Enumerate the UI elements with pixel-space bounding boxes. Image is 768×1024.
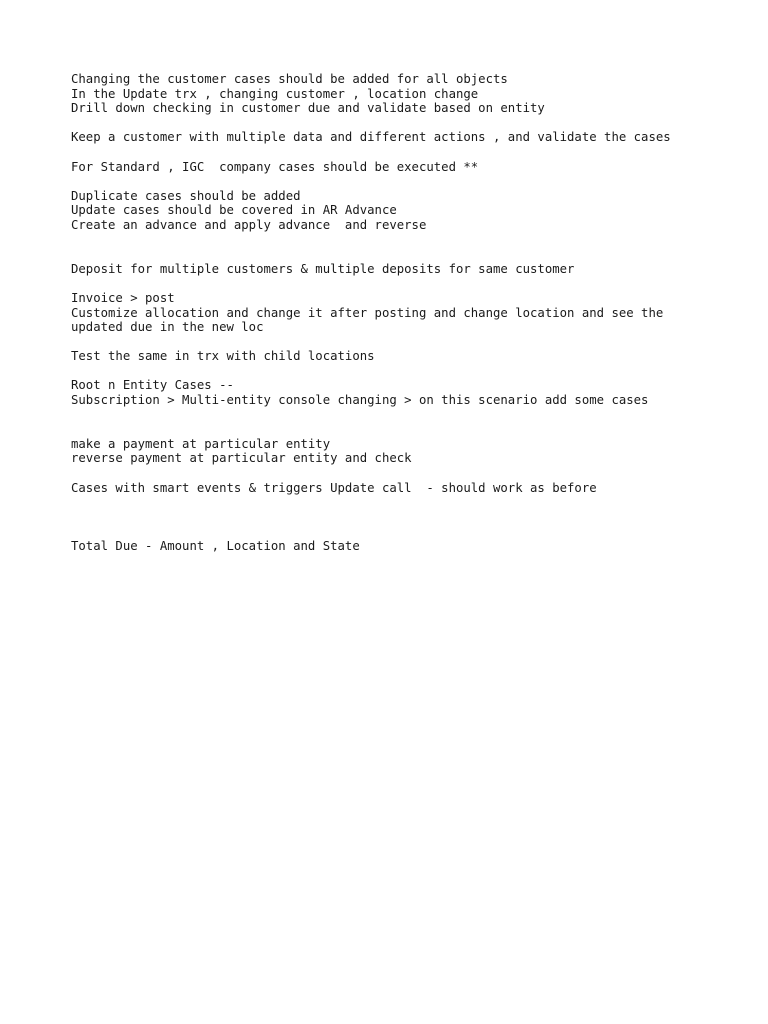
text-line: updated due in the new loc [71,320,264,335]
text-line: Subscription > Multi-entity console changing > on this scenario add some cases [71,393,649,408]
blank-line [71,145,761,160]
blank-line [71,510,761,525]
blank-line [71,466,761,481]
blank-line [71,408,761,423]
blank-line [71,335,761,350]
blank-line [71,233,761,248]
text-line: Cases with smart events & triggers Update call - should work as before [71,480,597,495]
text-line: Root n Entity Cases -- [71,378,234,393]
text-line: reverse payment at particular entity and check [71,451,412,466]
text-line: Drill down checking in customer due and validate based on entity [71,101,545,116]
text-line: Duplicate cases should be added [71,188,301,203]
blank-line [71,276,761,291]
blank-line [71,495,761,510]
text-line: Create an advance and apply advance and reverse [71,217,427,232]
text-line: Update cases should be covered in AR Advance [71,203,397,218]
blank-line [71,364,761,379]
blank-line [71,422,761,437]
text-line: Total Due - Amount , Location and State [71,539,360,553]
text-line: For Standard , IGC company cases should be executed ** [71,159,479,174]
document-body [71,72,761,554]
text-line: Keep a customer with multiple data and different actions , and validate the cases [71,130,671,145]
text-line: In the Update trx , changing customer , location change [71,86,479,101]
blank-line [71,247,761,262]
blank-line [71,174,761,189]
text-line: Test the same in trx with child locations [71,349,375,364]
text-line: Customize allocation and change it after posting and change location and see the [71,305,664,320]
blank-line [71,524,761,539]
text-line: Invoice > post [71,290,175,305]
text-line: make a payment at particular entity [71,436,331,451]
blank-line [71,116,761,131]
text-line: Deposit for multiple customers & multiple deposits for same customer [71,261,575,276]
text-line: Changing the customer cases should be added for all objects [71,72,508,86]
